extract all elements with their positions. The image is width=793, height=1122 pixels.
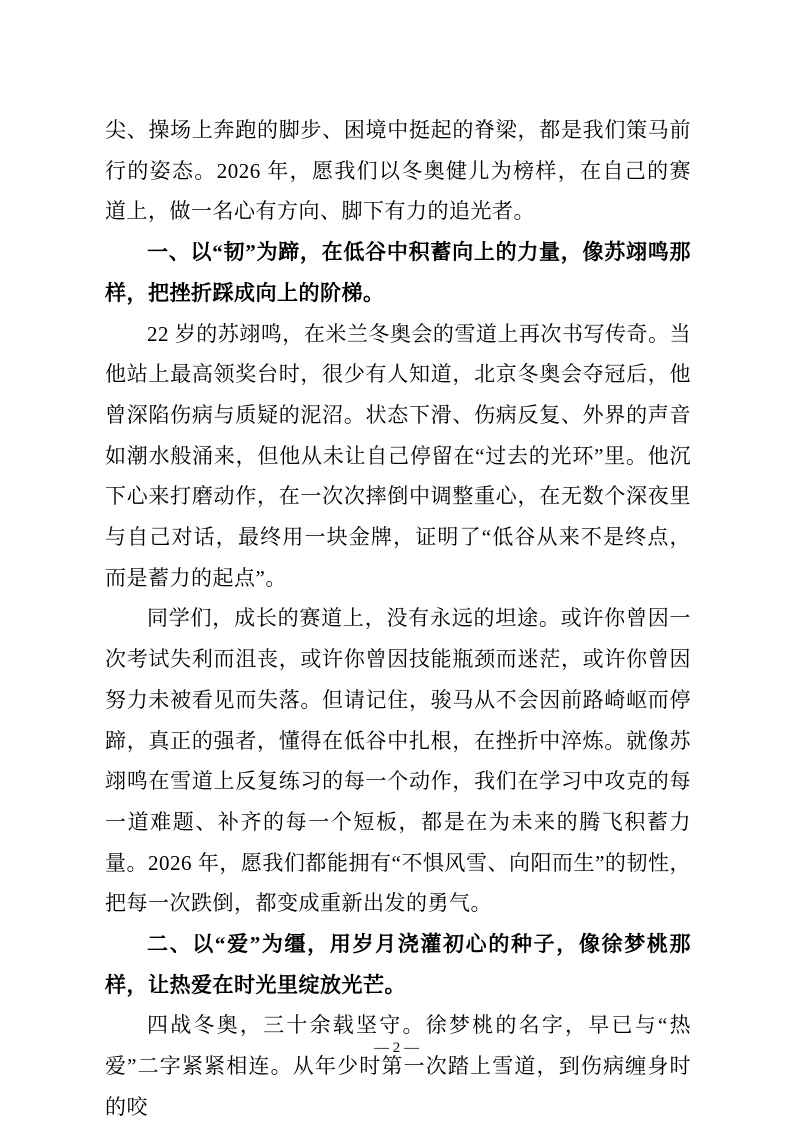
paragraph: 同学们，成长的赛道上，没有永远的坦途。或许你曾因一次考试失利而沮丧，或许你曾因技能瓶颈而迷茫，或许你曾因努力未被看见而失落。但请记住，骏马从不会因前路崎岖而停蹄，真正的强者，懂得在低谷中扎根，在挫折中淬炼。就像苏翊鸣在雪道上反复练习的每一个动作，我们在学习中攻克的每一道难题、补齐的每一个短板，都是在为未来的腾飞积蓄力量。2026 年，愿我们都能拥有“不惧风雪、向阳而生”的韧性，把每一次跌倒，都变成重新出发的勇气。 xyxy=(105,606,691,916)
page-footer xyxy=(0,1038,793,1058)
paragraph: 22 岁的苏翊鸣，在米兰冬奥会的雪道上再次书写传奇。当他站上最高领奖台时，很少有人知道，北京冬奥会夺冠后，他曾深陷伤病与质疑的泥沼。状态下滑、伤病反复、外界的声音如潮水般涌来，但他从未让自己停留在“过去的光环”里。他沉下心来打磨动作，在一次次摔倒中调整重心，在无数个深夜里与自己对话，最终用一块金牌，证明了“低谷从来不是终点，而是蓄力的起点”。 xyxy=(105,321,691,590)
section-heading-1: 一、以“韧”为蹄，在低谷中积蓄向上的力量，像苏翊鸣那样，把挫折踩成向上的阶梯。 xyxy=(105,240,691,305)
page-number: — 2 — xyxy=(374,1040,419,1056)
document-body xyxy=(105,110,691,1122)
paragraph-continuation: 尖、操场上奔跑的脚步、困境中挺起的脊梁，都是我们策马前行的姿态。2026 年，愿我们以冬奥健儿为榜样，在自己的赛道上，做一名心有方向、脚下有力的追光者。 xyxy=(105,118,691,224)
paragraph: 四战冬奥，三十余载坚守。徐梦桃的名字，早已与“热爱”二字紧紧相连。从年少时第一次踏上雪道，到伤病缠身时的咬 xyxy=(105,1013,691,1119)
section-heading-2: 二、以“爱”为缰，用岁月浇灌初心的种子，像徐梦桃那样，让热爱在时光里绽放光芒。 xyxy=(105,932,691,997)
